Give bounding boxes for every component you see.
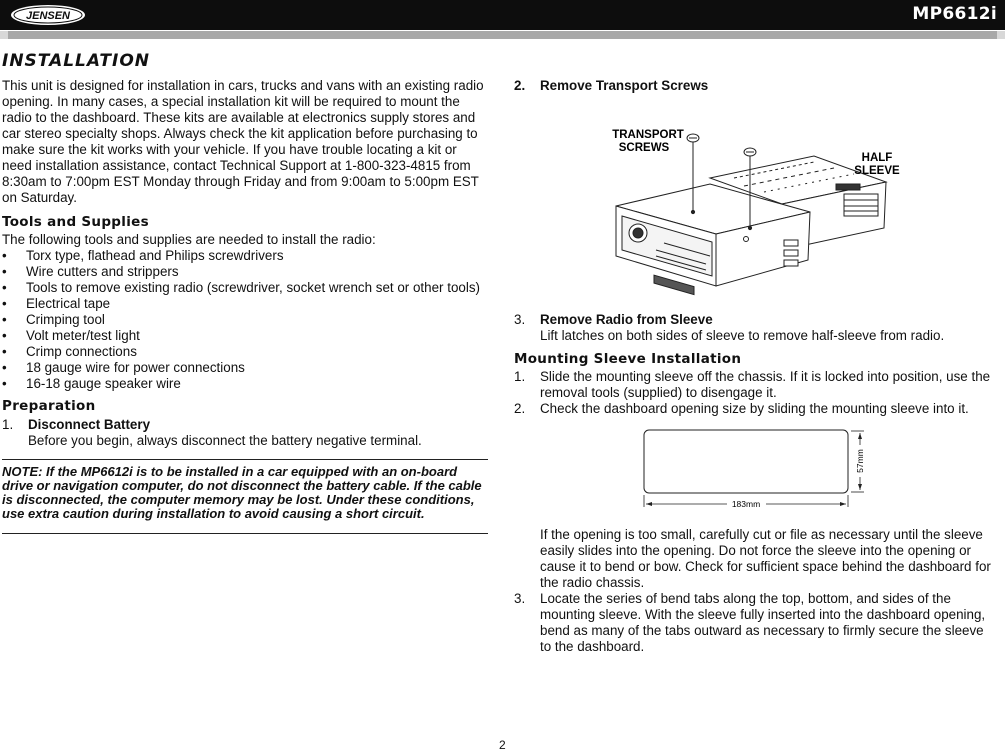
step-number: 1. — [514, 369, 526, 384]
opening-guidance-text: If the opening is too small, carefully cut or file as necessary until the sleeve easily slides into the opening. Do not force the sleeve into the opening or cause it to bend or bow. Check for sufficient space behind the dashboard for the radio chassis. — [540, 527, 991, 590]
mounting-step-2 — [514, 401, 994, 417]
height-dimension-label: 57mm — [855, 449, 865, 473]
list-item: • Crimping tool — [2, 312, 488, 328]
list-item: • Crimp connections — [2, 344, 488, 360]
left-column — [2, 78, 488, 534]
header-bar — [0, 0, 1005, 30]
brand-name: JENSEN — [25, 10, 71, 22]
mounting-step-1 — [514, 369, 994, 401]
tools-list — [2, 248, 488, 392]
half-sleeve-label-2: SLEEVE — [854, 165, 900, 177]
jensen-logo — [10, 4, 86, 26]
list-item: • 18 gauge wire for power connections — [2, 360, 488, 376]
mounting-step-3 — [514, 591, 994, 655]
tools-heading: Tools and Supplies — [2, 214, 149, 230]
half-sleeve-label-1: HALF — [861, 152, 893, 164]
note-box — [2, 459, 488, 534]
remove-radio-step — [514, 312, 994, 344]
page-title: INSTALLATION — [2, 51, 151, 71]
preparation-step-1 — [2, 417, 488, 449]
width-dimension-label: 183mm — [731, 499, 761, 509]
step-number: 1. — [2, 417, 14, 432]
tools-lead: The following tools and supplies are needed to install the radio: — [2, 232, 376, 247]
right-column — [514, 78, 994, 655]
step-title: Remove Radio from Sleeve — [540, 312, 713, 327]
step-title: Remove Transport Screws — [540, 78, 709, 93]
step-number: 3. — [514, 591, 526, 606]
step-text: Before you begin, always disconnect the battery negative terminal. — [28, 433, 422, 448]
list-item: • Wire cutters and strippers — [2, 264, 488, 280]
step-title: Disconnect Battery — [28, 417, 151, 432]
header-strip — [0, 31, 1005, 39]
preparation-heading: Preparation — [2, 398, 96, 414]
model-name: MP6612i — [912, 4, 997, 24]
transport-screws-label-2: SCREWS — [618, 142, 670, 154]
step-text: Locate the series of bend tabs along the top, bottom, and sides of the mounting sleeve. With the sleeve fully inserted into the dashboard opening, bend as many of the tabs outward as necessary to firmly secure the sleeve to the dashboard. — [540, 591, 986, 654]
step-number: 2. — [514, 401, 526, 416]
step-text: Slide the mounting sleeve off the chassis. If it is locked into position, use the removal tools (supplied) to disengage it. — [540, 369, 991, 400]
list-item: • Tools to remove existing radio (screwdriver, socket wrench set or other tools) — [2, 280, 488, 296]
intro-paragraph: This unit is designed for installation in cars, trucks and vans with an existing radio opening. In many cases, a special installation kit will be required to mount the radio to the dashboard. These kits are available at electronics supply stores and car stereo specialty shops. Always check the kit application before purchasing to make sure the kit works with your vehicle. If you have trouble locating a kit or need installation assistance, contact Technical Support at 1-800-323-4815 from 8:30am to 7:00pm EST Monday through Friday and from 9:00am to 5:00pm EST on Saturday. — [2, 78, 484, 205]
transport-step — [514, 78, 994, 94]
step-number: 3. — [514, 312, 526, 327]
step-number: 2. — [514, 78, 526, 93]
mounting-heading: Mounting Sleeve Installation — [514, 351, 742, 367]
list-item: • Electrical tape — [2, 296, 488, 312]
step-text: Check the dashboard opening size by sliding the mounting sleeve into it. — [540, 401, 969, 416]
page-number: 2 — [499, 738, 506, 752]
radio-sleeve-figure — [514, 100, 994, 296]
note-text: NOTE: If the MP6612i is to be installed in a car equipped with an on-board drive or navigation computer, do not disconnect the battery cable. If the cable is disconnected, the computer memory may be lost. Under these conditions, use extra caution during installation to avoid causing a short circuit. — [2, 464, 482, 521]
list-item: • Torx type, flathead and Philips screwdrivers — [2, 248, 488, 264]
list-item: • Volt meter/test light — [2, 328, 488, 344]
step-text: Lift latches on both sides of sleeve to remove half-sleeve from radio. — [540, 328, 945, 343]
transport-screws-label-1: TRANSPORT — [612, 129, 684, 141]
opening-outline — [644, 430, 848, 493]
list-item: • 16-18 gauge speaker wire — [2, 376, 488, 392]
opening-dimension-figure — [514, 427, 994, 511]
